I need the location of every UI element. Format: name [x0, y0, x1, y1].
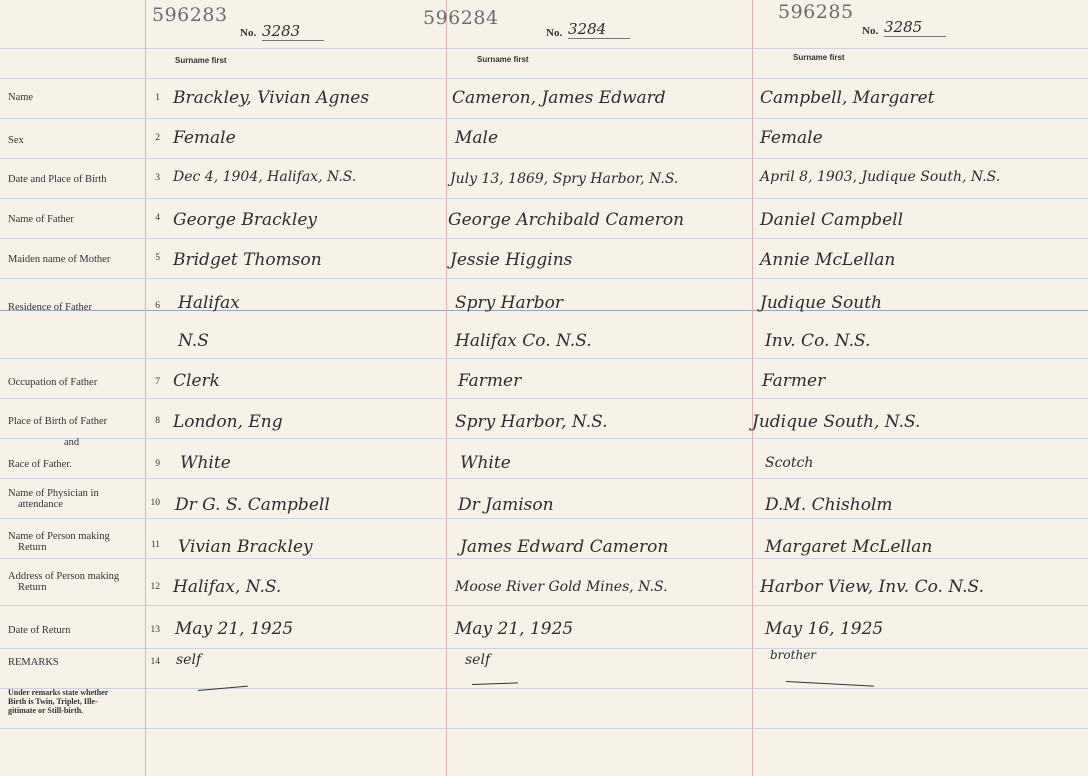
entry-father-birth: Judique South, N.S.: [752, 412, 921, 432]
label-note-3: gitimate or Still-birth.: [8, 706, 84, 715]
entry-physician: D.M. Chisholm: [765, 495, 893, 515]
row-number: 11: [150, 540, 160, 550]
entry-sex: Female: [760, 128, 823, 148]
ruled-line: [0, 278, 1088, 279]
ruled-line: [0, 478, 1088, 479]
ruled-line: [0, 558, 1088, 559]
ruled-line: [0, 605, 1088, 606]
ruled-line: [0, 198, 1088, 199]
entry-person: Vivian Brackley: [178, 537, 313, 557]
label-and: and: [64, 437, 80, 448]
entry-physician: Dr G. S. Campbell: [175, 495, 330, 515]
entry-sex: Male: [455, 128, 499, 148]
entry-date-return: May 16, 1925: [765, 619, 884, 639]
entry-father: Daniel Campbell: [760, 210, 904, 230]
entry-residence: Judique South: [760, 293, 882, 313]
entry-date-return: May 21, 1925: [455, 619, 574, 639]
entry-birth: Dec 4, 1904, Halifax, N.S.: [173, 169, 357, 185]
entry-occupation: Clerk: [173, 371, 220, 391]
row-number: 12: [150, 582, 160, 592]
entry-date-return: May 21, 1925: [175, 619, 294, 639]
entry-address: Harbor View, Inv. Co. N.S.: [760, 577, 984, 597]
label-residence: Residence of Father: [8, 302, 92, 313]
entry-father-birth: Spry Harbor, N.S.: [455, 412, 608, 432]
label-note-2: Birth is Twin, Triplet, Ille-: [8, 697, 98, 706]
entry-remarks: self: [465, 652, 491, 668]
entry-address: Halifax, N.S.: [173, 577, 282, 597]
ruled-line: [0, 398, 1088, 399]
row-number: 10: [150, 498, 160, 508]
entry-name: Cameron, James Edward: [452, 88, 666, 108]
label-father-birth: Place of Birth of Father: [8, 416, 108, 427]
ruled-line: [0, 688, 1088, 689]
label-physician-2: attendance: [18, 499, 63, 510]
row-number: 13: [150, 625, 160, 635]
number-label: No.: [240, 27, 257, 39]
row-number: 8: [155, 416, 160, 426]
entry-residence-2: Inv. Co. N.S.: [765, 331, 871, 351]
column-rule: [446, 0, 447, 776]
certificate-stamp: 596283: [152, 4, 228, 26]
column-rule: [752, 0, 753, 776]
certificate-number: 3285: [884, 18, 946, 37]
entry-father: George Archibald Cameron: [448, 210, 685, 230]
label-address: Address of Person making: [8, 571, 120, 582]
ruled-line: [0, 518, 1088, 519]
label-occupation: Occupation of Father: [8, 377, 98, 388]
label-race: Race of Father.: [8, 459, 72, 470]
number-label: No.: [546, 27, 563, 39]
ruled-line: [0, 438, 1088, 439]
ruled-line: [0, 238, 1088, 239]
row-number: 2: [155, 133, 160, 143]
entry-person: James Edward Cameron: [460, 537, 669, 557]
certificate-number: 3283: [262, 22, 324, 41]
entry-person: Margaret McLellan: [765, 537, 933, 557]
certificate-number: 3284: [568, 20, 630, 39]
ruled-line: [0, 358, 1088, 359]
row-number: 4: [155, 213, 160, 223]
label-physician: Name of Physician in: [8, 488, 99, 499]
pen-flourish: [472, 682, 518, 685]
certificate-stamp: 596284: [423, 7, 499, 29]
entry-residence: Halifax: [178, 293, 240, 313]
row-number: 6: [155, 301, 160, 311]
entry-occupation: Farmer: [458, 371, 522, 391]
entry-residence: Spry Harbor: [455, 293, 563, 313]
label-person-2: Return: [18, 542, 47, 553]
certificate-stamp: 596285: [778, 1, 854, 23]
entry-address: Moose River Gold Mines, N.S.: [455, 579, 668, 595]
entry-residence-2: Halifax Co. N.S.: [455, 331, 592, 351]
entry-race: White: [180, 453, 231, 473]
ruled-line: [0, 118, 1088, 119]
label-father: Name of Father: [8, 214, 74, 225]
ruled-line: [0, 158, 1088, 159]
entry-race: White: [460, 453, 511, 473]
entry-birth: July 13, 1869, Spry Harbor, N.S.: [450, 171, 679, 187]
label-birth: Date and Place of Birth: [8, 174, 107, 185]
entry-name: Brackley, Vivian Agnes: [173, 88, 370, 108]
label-remarks: REMARKS: [8, 657, 59, 668]
row-number: 3: [155, 173, 160, 183]
entry-remarks: brother: [770, 648, 817, 662]
entry-sex: Female: [173, 128, 236, 148]
surname-first-header: Surname first: [175, 56, 227, 65]
ruled-line: [0, 78, 1088, 79]
row-number: 1: [155, 93, 160, 103]
label-name: Name: [8, 92, 34, 103]
entry-name: Campbell, Margaret: [760, 88, 935, 108]
entry-birth: April 8, 1903, Judique South, N.S.: [760, 169, 1001, 185]
entry-father: George Brackley: [173, 210, 318, 230]
entry-residence-2: N.S: [178, 331, 209, 351]
row-number: 14: [150, 657, 160, 667]
surname-first-header: Surname first: [477, 55, 529, 64]
label-person: Name of Person making: [8, 531, 110, 542]
entry-father-birth: London, Eng: [173, 412, 283, 432]
entry-mother: Jessie Higgins: [450, 250, 573, 270]
entry-race: Scotch: [765, 455, 814, 471]
number-label: No.: [862, 25, 879, 37]
ruled-line: [0, 648, 1088, 649]
label-date-return: Date of Return: [8, 625, 71, 636]
label-sex: Sex: [8, 135, 24, 146]
entry-mother: Annie McLellan: [760, 250, 896, 270]
entry-physician: Dr Jamison: [458, 495, 554, 515]
row-number: 7: [155, 377, 160, 387]
entry-mother: Bridget Thomson: [173, 250, 322, 270]
entry-remarks: self: [176, 652, 202, 668]
surname-first-header: Surname first: [793, 53, 845, 62]
label-note: Under remarks state whether: [8, 688, 109, 697]
entry-occupation: Farmer: [762, 371, 826, 391]
column-rule: [145, 0, 146, 776]
label-address-2: Return: [18, 582, 47, 593]
row-number: 9: [155, 459, 160, 469]
ruled-line: [0, 728, 1088, 729]
row-number: 5: [155, 253, 160, 263]
ruled-line: [0, 48, 1088, 49]
label-mother: Maiden name of Mother: [8, 254, 111, 265]
pen-flourish: [786, 681, 874, 687]
